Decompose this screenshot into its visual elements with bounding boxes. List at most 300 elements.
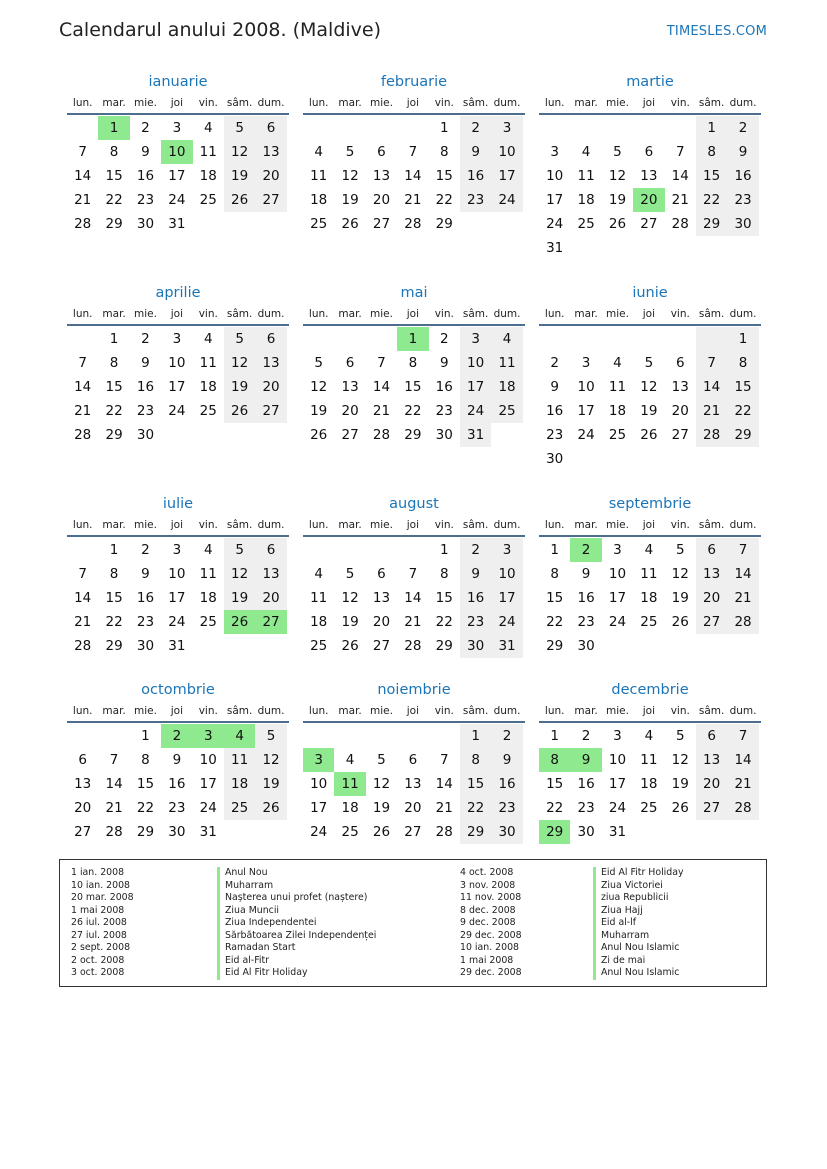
day-cell[interactable]: 31 [608,824,627,840]
day-cell[interactable]: 18 [199,379,217,395]
day-cell[interactable]: 20 [696,586,727,610]
day-cell[interactable]: 24 [168,403,186,419]
day-cell[interactable]: 16 [136,168,155,184]
day-cell[interactable]: 7 [408,144,418,160]
day-cell[interactable]: 2 [491,724,522,748]
day-cell[interactable]: 9 [491,748,522,772]
day-cell[interactable]: 21 [727,586,758,610]
day-cell[interactable]: 10 [199,752,217,768]
day-cell[interactable]: 18 [640,776,658,792]
day-cell[interactable]: 26 [640,427,658,443]
day-cell[interactable]: 4 [203,120,213,136]
day-cell[interactable]: 2 [439,331,449,347]
day-cell[interactable]: 2 [581,728,591,744]
day-cell[interactable]: 13 [341,379,359,395]
day-cell[interactable]: 29 [136,824,155,840]
day-cell[interactable]: 3 [460,327,491,351]
holiday-day-cell[interactable]: 26 [224,610,255,634]
day-cell[interactable]: 20 [404,800,422,816]
day-cell[interactable]: 11 [491,351,522,375]
day-cell[interactable]: 21 [74,614,92,630]
day-cell[interactable]: 18 [491,375,522,399]
day-cell[interactable]: 21 [105,800,123,816]
day-cell[interactable]: 24 [491,610,522,634]
day-cell[interactable]: 28 [404,216,422,232]
day-cell[interactable]: 5 [314,355,323,371]
day-cell[interactable]: 11 [310,590,328,606]
day-cell[interactable]: 11 [199,355,217,371]
day-cell[interactable]: 7 [439,752,449,768]
day-cell[interactable]: 7 [78,355,87,371]
day-cell[interactable]: 21 [671,192,689,208]
day-cell[interactable]: 16 [136,590,155,606]
day-cell[interactable]: 12 [671,752,689,768]
day-cell[interactable]: 12 [310,379,328,395]
day-cell[interactable]: 16 [727,164,758,188]
day-cell[interactable]: 21 [74,403,92,419]
day-cell[interactable]: 26 [224,399,255,423]
day-cell[interactable]: 27 [372,216,391,232]
holiday-day-cell[interactable]: 4 [224,724,255,748]
day-cell[interactable]: 8 [439,144,449,160]
brand-logo[interactable]: TIMESLES.COM [666,24,767,39]
day-cell[interactable]: 9 [581,566,591,582]
day-cell[interactable]: 3 [613,728,622,744]
day-cell[interactable]: 26 [255,796,286,820]
day-cell[interactable]: 5 [255,724,286,748]
day-cell[interactable]: 26 [608,216,627,232]
day-cell[interactable]: 13 [696,748,727,772]
day-cell[interactable]: 3 [550,144,559,160]
day-cell[interactable]: 22 [727,399,758,423]
holiday-day-cell[interactable]: 9 [570,748,601,772]
day-cell[interactable]: 23 [136,403,155,419]
day-cell[interactable]: 1 [109,542,119,558]
day-cell[interactable]: 10 [546,168,564,184]
day-cell[interactable]: 9 [550,379,559,395]
day-cell[interactable]: 5 [675,728,685,744]
day-cell[interactable]: 15 [105,590,123,606]
day-cell[interactable]: 31 [491,634,522,658]
day-cell[interactable]: 17 [168,168,186,184]
day-cell[interactable]: 28 [727,610,758,634]
day-cell[interactable]: 11 [577,168,595,184]
day-cell[interactable]: 23 [577,800,595,816]
day-cell[interactable]: 30 [577,638,595,654]
day-cell[interactable]: 28 [74,216,92,232]
day-cell[interactable]: 19 [224,375,255,399]
day-cell[interactable]: 19 [372,800,391,816]
holiday-day-cell[interactable]: 2 [570,538,601,562]
day-cell[interactable]: 28 [105,824,123,840]
day-cell[interactable]: 25 [640,800,658,816]
day-cell[interactable]: 17 [199,776,217,792]
day-cell[interactable]: 31 [199,824,217,840]
day-cell[interactable]: 15 [105,168,123,184]
day-cell[interactable]: 31 [168,216,186,232]
day-cell[interactable]: 5 [224,116,255,140]
day-cell[interactable]: 24 [199,800,217,816]
day-cell[interactable]: 1 [460,724,491,748]
day-cell[interactable]: 6 [255,327,286,351]
day-cell[interactable]: 30 [491,820,522,844]
day-cell[interactable]: 7 [109,752,119,768]
day-cell[interactable]: 26 [341,216,359,232]
day-cell[interactable]: 30 [136,427,155,443]
day-cell[interactable]: 23 [727,188,758,212]
day-cell[interactable]: 21 [435,800,453,816]
day-cell[interactable]: 9 [439,355,449,371]
day-cell[interactable]: 23 [460,188,491,212]
day-cell[interactable]: 11 [199,566,217,582]
day-cell[interactable]: 18 [608,403,627,419]
day-cell[interactable]: 17 [310,800,328,816]
day-cell[interactable]: 8 [408,355,418,371]
day-cell[interactable]: 8 [109,144,119,160]
day-cell[interactable]: 11 [608,379,627,395]
day-cell[interactable]: 29 [460,820,491,844]
day-cell[interactable]: 10 [168,566,186,582]
holiday-day-cell[interactable]: 2 [161,724,192,748]
day-cell[interactable]: 30 [168,824,186,840]
day-cell[interactable]: 27 [696,796,727,820]
day-cell[interactable]: 25 [199,403,217,419]
day-cell[interactable]: 22 [105,614,123,630]
day-cell[interactable]: 29 [727,423,758,447]
day-cell[interactable]: 8 [109,566,119,582]
day-cell[interactable]: 18 [310,192,328,208]
day-cell[interactable]: 6 [345,355,355,371]
day-cell[interactable]: 28 [74,638,92,654]
holiday-day-cell[interactable]: 8 [539,748,570,772]
day-cell[interactable]: 3 [172,542,182,558]
day-cell[interactable]: 2 [460,538,491,562]
day-cell[interactable]: 28 [404,638,422,654]
day-cell[interactable]: 28 [74,427,92,443]
day-cell[interactable]: 29 [546,638,564,654]
day-cell[interactable]: 14 [74,590,92,606]
day-cell[interactable]: 20 [372,614,391,630]
day-cell[interactable]: 28 [671,216,689,232]
day-cell[interactable]: 27 [671,427,689,443]
day-cell[interactable]: 25 [199,614,217,630]
day-cell[interactable]: 6 [408,752,418,768]
day-cell[interactable]: 19 [224,164,255,188]
day-cell[interactable]: 30 [460,634,491,658]
day-cell[interactable]: 14 [74,168,92,184]
day-cell[interactable]: 6 [255,538,286,562]
day-cell[interactable]: 13 [372,590,391,606]
day-cell[interactable]: 19 [310,403,328,419]
day-cell[interactable]: 23 [136,192,155,208]
day-cell[interactable]: 14 [671,168,689,184]
day-cell[interactable]: 3 [491,538,522,562]
day-cell[interactable]: 15 [546,776,564,792]
day-cell[interactable]: 13 [255,140,286,164]
day-cell[interactable]: 10 [608,566,627,582]
day-cell[interactable]: 1 [550,542,559,558]
day-cell[interactable]: 17 [491,586,522,610]
day-cell[interactable]: 4 [314,566,323,582]
day-cell[interactable]: 10 [491,140,522,164]
day-cell[interactable]: 10 [491,562,522,586]
day-cell[interactable]: 7 [377,355,386,371]
day-cell[interactable]: 12 [608,168,627,184]
day-cell[interactable]: 24 [608,614,627,630]
day-cell[interactable]: 13 [255,351,286,375]
day-cell[interactable]: 26 [224,188,255,212]
day-cell[interactable]: 19 [341,192,359,208]
day-cell[interactable]: 15 [105,379,123,395]
day-cell[interactable]: 30 [546,451,564,467]
day-cell[interactable]: 5 [345,144,355,160]
day-cell[interactable]: 13 [404,776,422,792]
day-cell[interactable]: 2 [141,120,150,136]
day-cell[interactable]: 7 [78,144,87,160]
day-cell[interactable]: 16 [577,776,595,792]
day-cell[interactable]: 22 [460,796,491,820]
day-cell[interactable]: 11 [199,144,217,160]
day-cell[interactable]: 5 [644,355,654,371]
day-cell[interactable]: 4 [613,355,622,371]
day-cell[interactable]: 8 [696,140,727,164]
day-cell[interactable]: 30 [727,212,758,236]
day-cell[interactable]: 12 [341,590,359,606]
day-cell[interactable]: 28 [727,796,758,820]
day-cell[interactable]: 24 [168,614,186,630]
day-cell[interactable]: 26 [671,614,689,630]
day-cell[interactable]: 9 [141,566,150,582]
day-cell[interactable]: 12 [224,351,255,375]
day-cell[interactable]: 14 [404,590,422,606]
day-cell[interactable]: 19 [341,614,359,630]
day-cell[interactable]: 6 [377,566,386,582]
day-cell[interactable]: 8 [109,355,119,371]
day-cell[interactable]: 7 [408,566,418,582]
day-cell[interactable]: 19 [640,403,658,419]
day-cell[interactable]: 21 [404,614,422,630]
day-cell[interactable]: 18 [341,800,359,816]
day-cell[interactable]: 11 [640,566,658,582]
day-cell[interactable]: 21 [696,399,727,423]
day-cell[interactable]: 12 [372,776,391,792]
day-cell[interactable]: 5 [224,538,255,562]
day-cell[interactable]: 1 [727,327,758,351]
day-cell[interactable]: 24 [460,399,491,423]
day-cell[interactable]: 1 [550,728,559,744]
day-cell[interactable]: 10 [577,379,595,395]
day-cell[interactable]: 2 [141,542,150,558]
day-cell[interactable]: 13 [696,562,727,586]
day-cell[interactable]: 18 [577,192,595,208]
day-cell[interactable]: 6 [644,144,654,160]
day-cell[interactable]: 27 [640,216,658,232]
day-cell[interactable]: 14 [696,375,727,399]
day-cell[interactable]: 20 [372,192,391,208]
day-cell[interactable]: 23 [168,800,186,816]
day-cell[interactable]: 28 [696,423,727,447]
day-cell[interactable]: 22 [404,403,422,419]
day-cell[interactable]: 29 [435,216,453,232]
day-cell[interactable]: 28 [435,824,453,840]
day-cell[interactable]: 24 [608,800,627,816]
day-cell[interactable]: 27 [255,188,286,212]
day-cell[interactable]: 27 [696,610,727,634]
day-cell[interactable]: 27 [372,638,391,654]
day-cell[interactable]: 9 [141,144,150,160]
day-cell[interactable]: 22 [546,800,564,816]
day-cell[interactable]: 16 [491,772,522,796]
day-cell[interactable]: 20 [255,586,286,610]
day-cell[interactable]: 17 [577,403,595,419]
day-cell[interactable]: 25 [640,614,658,630]
day-cell[interactable]: 31 [460,423,491,447]
holiday-day-cell[interactable]: 3 [303,748,334,772]
day-cell[interactable]: 9 [460,562,491,586]
day-cell[interactable]: 3 [172,331,182,347]
day-cell[interactable]: 4 [644,728,654,744]
holiday-day-cell[interactable]: 27 [255,610,286,634]
day-cell[interactable]: 17 [608,776,627,792]
day-cell[interactable]: 14 [404,168,422,184]
day-cell[interactable]: 22 [105,192,123,208]
day-cell[interactable]: 12 [671,566,689,582]
day-cell[interactable]: 27 [404,824,422,840]
day-cell[interactable]: 14 [435,776,453,792]
day-cell[interactable]: 24 [546,216,564,232]
day-cell[interactable]: 13 [671,379,689,395]
day-cell[interactable]: 5 [675,542,685,558]
day-cell[interactable]: 23 [136,614,155,630]
day-cell[interactable]: 19 [224,586,255,610]
day-cell[interactable]: 12 [224,140,255,164]
day-cell[interactable]: 12 [255,748,286,772]
day-cell[interactable]: 15 [460,772,491,796]
day-cell[interactable]: 8 [141,752,150,768]
day-cell[interactable]: 1 [696,116,727,140]
day-cell[interactable]: 4 [345,752,355,768]
day-cell[interactable]: 7 [727,724,758,748]
day-cell[interactable]: 13 [74,776,92,792]
day-cell[interactable]: 9 [141,355,150,371]
day-cell[interactable]: 23 [435,403,453,419]
day-cell[interactable]: 23 [460,610,491,634]
day-cell[interactable]: 2 [550,355,559,371]
day-cell[interactable]: 24 [168,192,186,208]
day-cell[interactable]: 8 [460,748,491,772]
day-cell[interactable]: 7 [727,538,758,562]
day-cell[interactable]: 18 [199,590,217,606]
day-cell[interactable]: 29 [105,638,123,654]
day-cell[interactable]: 24 [491,188,522,212]
day-cell[interactable]: 1 [439,542,449,558]
day-cell[interactable]: 8 [550,566,559,582]
day-cell[interactable]: 5 [377,752,386,768]
holiday-day-cell[interactable]: 3 [193,724,224,748]
day-cell[interactable]: 20 [74,800,92,816]
day-cell[interactable]: 14 [727,748,758,772]
day-cell[interactable]: 16 [460,164,491,188]
day-cell[interactable]: 29 [404,427,422,443]
day-cell[interactable]: 27 [74,824,92,840]
day-cell[interactable]: 11 [224,748,255,772]
day-cell[interactable]: 4 [581,144,591,160]
day-cell[interactable]: 8 [439,566,449,582]
day-cell[interactable]: 17 [168,379,186,395]
day-cell[interactable]: 20 [671,403,689,419]
day-cell[interactable]: 6 [78,752,87,768]
day-cell[interactable]: 4 [203,331,213,347]
day-cell[interactable]: 26 [341,638,359,654]
day-cell[interactable]: 2 [141,331,150,347]
day-cell[interactable]: 22 [105,403,123,419]
day-cell[interactable]: 24 [310,824,328,840]
day-cell[interactable]: 9 [727,140,758,164]
day-cell[interactable]: 19 [255,772,286,796]
day-cell[interactable]: 29 [105,216,123,232]
day-cell[interactable]: 6 [696,724,727,748]
day-cell[interactable]: 26 [372,824,391,840]
day-cell[interactable]: 14 [727,562,758,586]
day-cell[interactable]: 23 [491,796,522,820]
day-cell[interactable]: 30 [577,824,595,840]
day-cell[interactable]: 25 [577,216,595,232]
day-cell[interactable]: 18 [310,614,328,630]
holiday-day-cell[interactable]: 20 [633,188,664,212]
day-cell[interactable]: 12 [224,562,255,586]
day-cell[interactable]: 2 [460,116,491,140]
day-cell[interactable]: 20 [255,164,286,188]
day-cell[interactable]: 18 [199,168,217,184]
day-cell[interactable]: 13 [640,168,658,184]
day-cell[interactable]: 15 [435,590,453,606]
day-cell[interactable]: 10 [310,776,328,792]
day-cell[interactable]: 19 [671,776,689,792]
day-cell[interactable]: 15 [136,776,155,792]
day-cell[interactable]: 2 [727,116,758,140]
day-cell[interactable]: 21 [372,403,391,419]
day-cell[interactable]: 14 [74,379,92,395]
day-cell[interactable]: 25 [608,427,627,443]
day-cell[interactable]: 30 [435,427,453,443]
day-cell[interactable]: 11 [310,168,328,184]
day-cell[interactable]: 25 [341,824,359,840]
day-cell[interactable]: 18 [640,590,658,606]
day-cell[interactable]: 6 [696,538,727,562]
day-cell[interactable]: 1 [439,120,449,136]
day-cell[interactable]: 7 [696,351,727,375]
day-cell[interactable]: 20 [341,403,359,419]
day-cell[interactable]: 4 [491,327,522,351]
holiday-day-cell[interactable]: 11 [334,772,365,796]
day-cell[interactable]: 6 [675,355,685,371]
day-cell[interactable]: 6 [255,116,286,140]
day-cell[interactable]: 24 [577,427,595,443]
day-cell[interactable]: 29 [435,638,453,654]
day-cell[interactable]: 16 [577,590,595,606]
day-cell[interactable]: 4 [203,542,213,558]
day-cell[interactable]: 1 [109,331,119,347]
holiday-day-cell[interactable]: 10 [161,140,192,164]
day-cell[interactable]: 13 [372,168,391,184]
day-cell[interactable]: 21 [404,192,422,208]
day-cell[interactable]: 16 [435,379,453,395]
day-cell[interactable]: 25 [310,216,328,232]
day-cell[interactable]: 18 [224,772,255,796]
day-cell[interactable]: 17 [460,375,491,399]
day-cell[interactable]: 17 [491,164,522,188]
day-cell[interactable]: 11 [640,752,658,768]
